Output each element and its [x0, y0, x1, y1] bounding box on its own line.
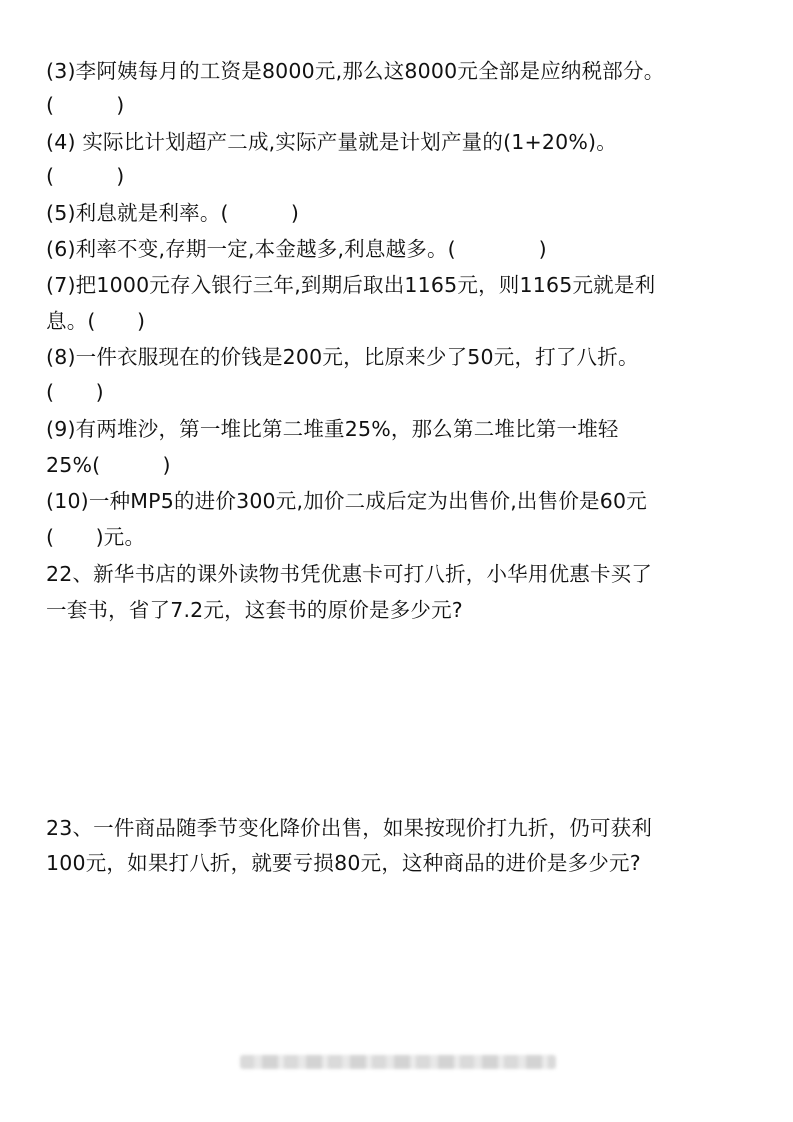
- question-3-text: (3)李阿姨每月的工资是8000元,那么这8000元全部是应纳税部分。: [46, 59, 665, 83]
- question-7-text: (7)把1000元存入银行三年,到期后取出1165元，则1165元就是利: [46, 273, 656, 297]
- question-9-text-cont: 25%( ): [46, 453, 171, 477]
- question-9-text: (9)有两堆沙，第一堆比第二堆重25%，那么第二堆比第一堆轻: [46, 417, 619, 441]
- question-4-answer-blank: ( ): [46, 164, 125, 188]
- question-7-text-cont: 息。( ): [46, 309, 146, 333]
- problem-22-text: 22、新华书店的课外读物书凭优惠卡可打八折，小华用优惠卡买了: [46, 562, 653, 586]
- question-6-text: (6)利率不变,存期一定,本金越多,利息越多。( ): [46, 237, 547, 261]
- question-3-answer-blank: ( ): [46, 93, 125, 117]
- question-8-answer-blank: ( ): [46, 380, 104, 404]
- blurred-footer-watermark: [240, 1055, 556, 1069]
- question-5-text: (5)利息就是利率。( ): [46, 201, 300, 225]
- question-4-text: (4) 实际比计划超产二成,实际产量就是计划产量的(1+20%)。: [46, 130, 617, 154]
- question-8-text: (8)一件衣服现在的价钱是200元，比原来少了50元，打了八折。: [46, 345, 639, 369]
- problem-22-text-cont: 一套书，省了7.2元，这套书的原价是多少元?: [46, 598, 463, 622]
- problem-23-text: 23、一件商品随季节变化降价出售，如果按现价打九折，仍可获利: [46, 816, 653, 840]
- problem-23-text-cont: 100元，如果打八折，就要亏损80元，这种商品的进价是多少元?: [46, 851, 641, 875]
- question-10-text: (10)一种MP5的进价300元,加价二成后定为出售价,出售价是60元: [46, 489, 647, 513]
- question-10-text-cont: ( )元。: [46, 525, 146, 549]
